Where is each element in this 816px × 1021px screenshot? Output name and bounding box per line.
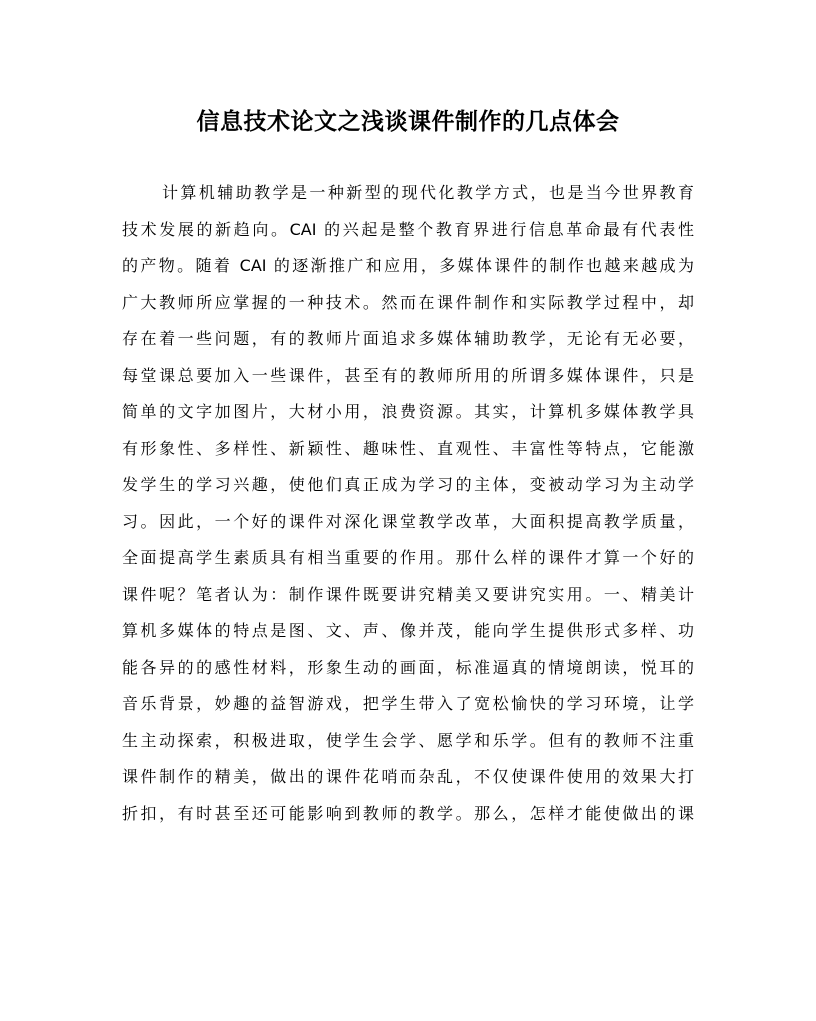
paragraph-line: 发学生的学习兴趣，使他们真正成为学习的主体，变被动学习为主动学 xyxy=(122,475,694,494)
paragraph-line: 能各异的的感性材料，形象生动的画面，标准逼真的情境朗读，悦耳的 xyxy=(122,657,694,677)
paragraph-line: 全面提高学生素质具有相当重要的作用。那什么样的课件才算一个好的 xyxy=(122,548,694,567)
paragraph-line: 存在着一些问题，有的教师片面追求多媒体辅助教学，无论有无必要， xyxy=(122,329,694,348)
document-title: 信息技术论文之浅谈课件制作的几点体会 xyxy=(196,108,620,135)
paragraph-line: 计算机辅助教学是一种新型的现代化教学方式，也是当今世界教育 xyxy=(162,183,694,202)
paragraph-line: 音乐背景，妙趣的益智游戏，把学生带入了宽松愉快的学习环境，让学 xyxy=(122,694,694,713)
paragraph-line: 生主动探索，积极进取，使学生会学、愿学和乐学。但有的教师不注重 xyxy=(122,730,694,750)
paragraph-line: 简单的文字加图片，大材小用，浪费资源。其实，计算机多媒体教学具 xyxy=(122,402,694,421)
paragraph-line: 习。因此，一个好的课件对深化课堂教学改革，大面积提高教学质量， xyxy=(122,511,694,531)
paragraph-line: 广大教师所应掌握的一种技术。然而在课件制作和实际教学过程中，却 xyxy=(122,292,694,312)
paragraph-line: 每堂课总要加入一些课件，甚至有的教师所用的所谓多媒体课件，只是 xyxy=(122,365,694,385)
paragraph-line: 课件呢？笔者认为：制作课件既要讲究精美又要讲究实用。一、精美计 xyxy=(122,584,694,604)
paragraph-line: 课件制作的精美，做出的课件花哨而杂乱，不仅使课件使用的效果大打 xyxy=(122,767,694,786)
paragraph-line: 的产物。随着 CAI 的逐渐推广和应用，多媒体课件的制作也越来越成为 xyxy=(122,256,694,275)
paragraph-line: 折扣，有时甚至还可能影响到教师的教学。那么，怎样才能使做出的课 xyxy=(122,803,694,823)
paragraph-line: 有形象性、多样性、新颖性、趣味性、直观性、丰富性等特点，它能激 xyxy=(122,438,694,458)
paragraph-line: 技术发展的新趋向。CAI 的兴起是整个教育界进行信息革命最有代表性 xyxy=(122,219,694,239)
paragraph-line: 算机多媒体的特点是图、文、声、像并茂，能向学生提供形式多样、功 xyxy=(122,621,694,640)
body-paragraph xyxy=(122,175,694,832)
